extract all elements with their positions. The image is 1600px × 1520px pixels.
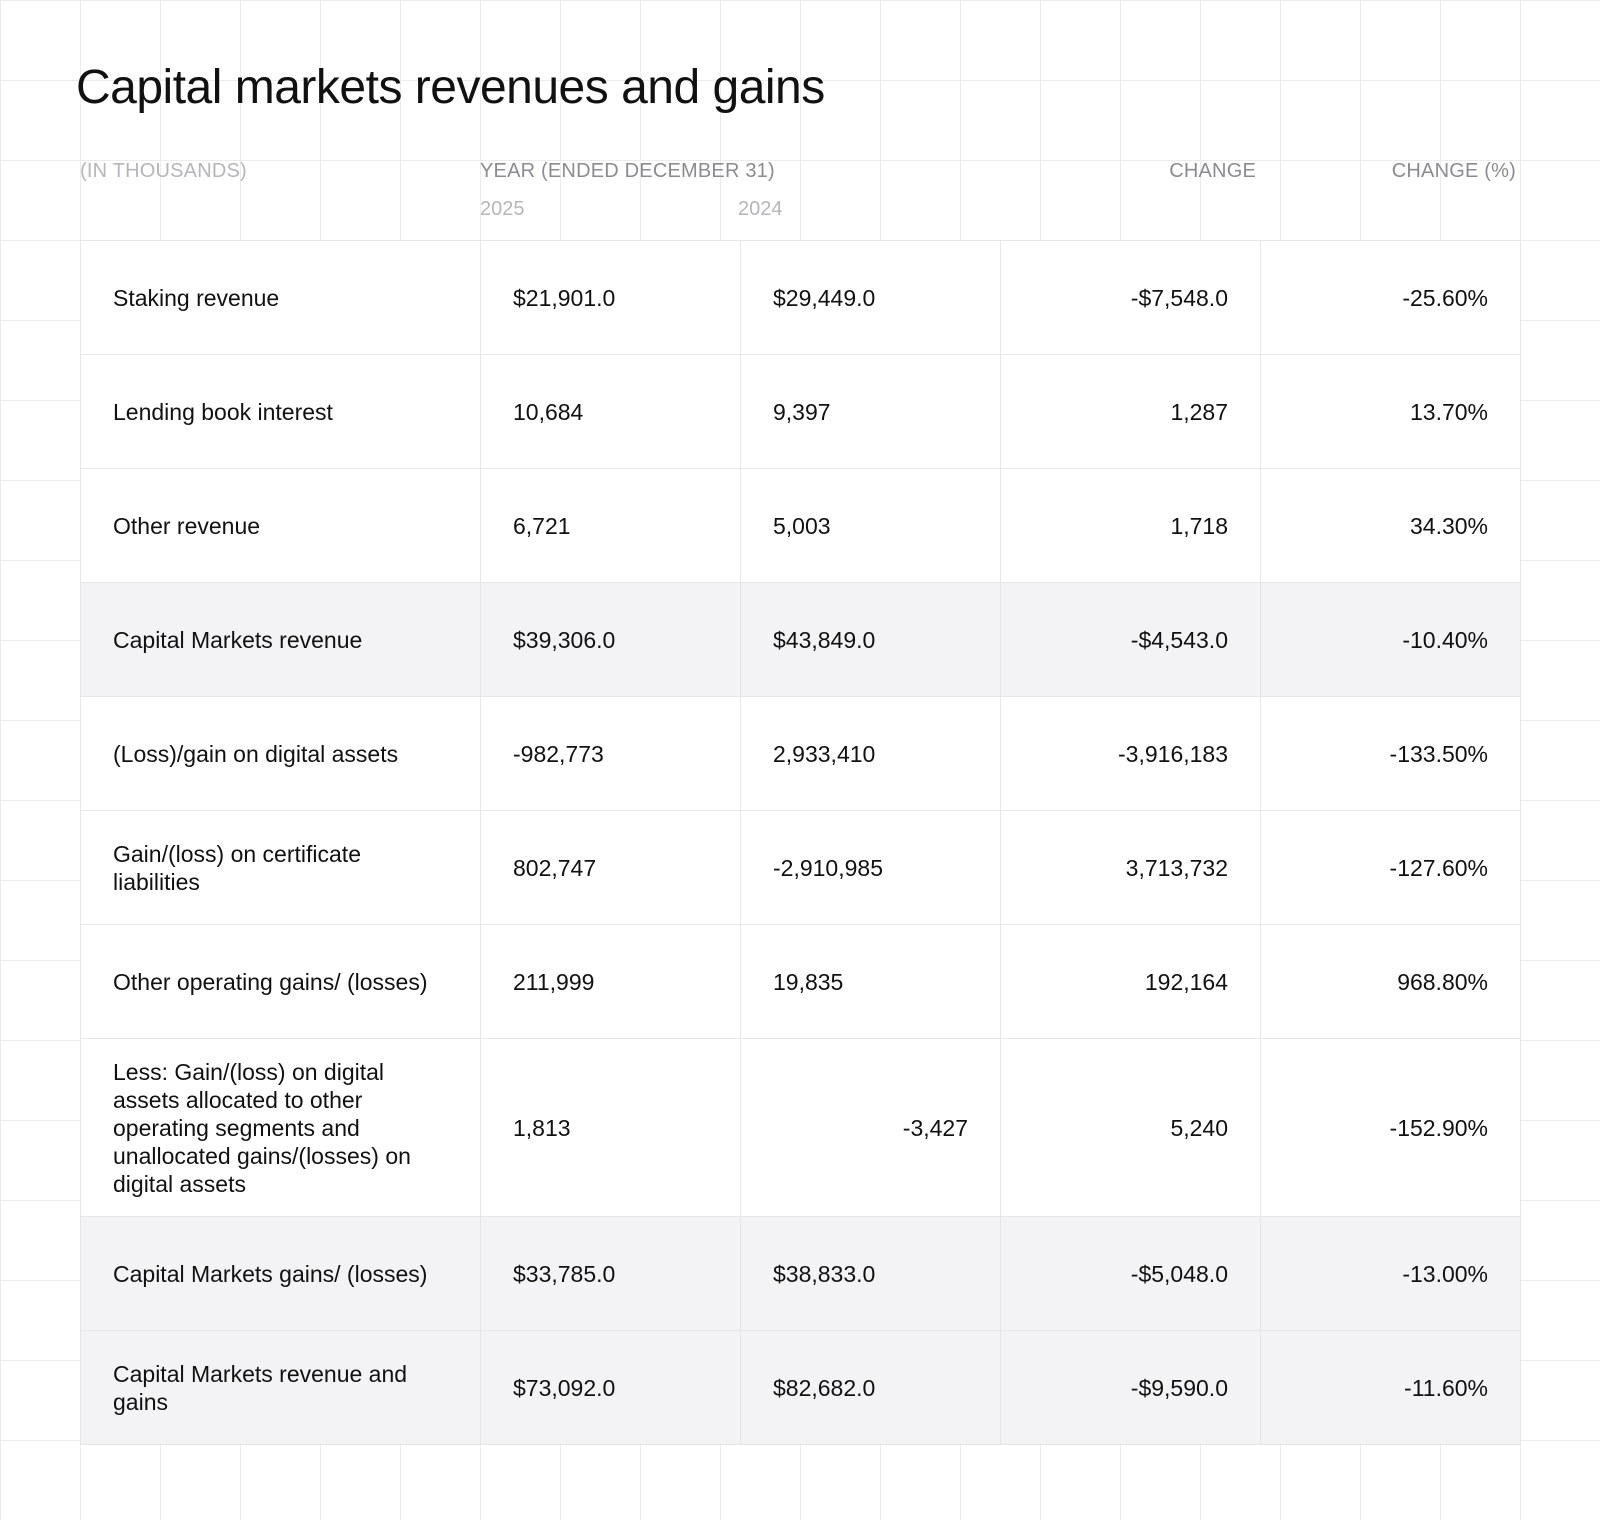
value-change-pct: -133.50% [1261,697,1521,810]
row-label: Capital Markets gains/ (losses) [81,1217,481,1330]
value-change-pct: -10.40% [1261,583,1521,696]
row-label: Less: Gain/(loss) on digital assets allocated to other operating segments and unallocated gains/(losses) on digital assets [81,1039,481,1216]
value-change: 5,240 [1001,1039,1261,1216]
table-row-staking-revenue [81,241,1521,355]
value-change-pct: -25.60% [1261,241,1521,354]
table-row-other-revenue [81,469,1521,583]
value-2025: 1,813 [481,1039,741,1216]
row-label: Staking revenue [81,241,481,354]
value-2025: -982,773 [481,697,741,810]
value-2025: $73,092.0 [481,1331,741,1444]
value-2025: 6,721 [481,469,741,582]
value-change: 1,718 [1001,469,1261,582]
table-row-capital-markets-gains [81,1217,1521,1331]
value-2025: $33,785.0 [481,1217,741,1330]
table-row-lending-book-interest [81,355,1521,469]
table-row-gain-loss-certificate-liabilities [81,811,1521,925]
change-header: CHANGE [1169,160,1256,182]
row-label: Lending book interest [81,355,481,468]
value-2024: 2,933,410 [741,697,1001,810]
value-change-pct: 34.30% [1261,469,1521,582]
row-label: Other revenue [81,469,481,582]
value-2025: $39,306.0 [481,583,741,696]
value-change: -$5,048.0 [1001,1217,1261,1330]
value-change-pct: -152.90% [1261,1039,1521,1216]
value-2024: 9,397 [741,355,1001,468]
value-2024: -2,910,985 [741,811,1001,924]
period-label: YEAR (ENDED DECEMBER 31) [480,160,775,182]
value-change: -$9,590.0 [1001,1331,1261,1444]
table-row-less-gain-loss-allocated [81,1039,1521,1217]
value-2025: 10,684 [481,355,741,468]
value-2024: 5,003 [741,469,1001,582]
value-change: 1,287 [1001,355,1261,468]
change-pct-header: CHANGE (%) [1391,160,1516,182]
row-label: Capital Markets revenue [81,583,481,696]
year-2025-label: 2025 [480,198,525,220]
row-label: (Loss)/gain on digital assets [81,697,481,810]
value-2025: 211,999 [481,925,741,1038]
value-2024: $82,682.0 [741,1331,1001,1444]
value-2024: 19,835 [741,925,1001,1038]
value-2025: $21,901.0 [481,241,741,354]
table-row-other-operating-gains [81,925,1521,1039]
value-change: -3,916,183 [1001,697,1261,810]
value-2024: $29,449.0 [741,241,1001,354]
value-change: 3,713,732 [1001,811,1261,924]
value-2024: -3,427 [741,1039,1001,1216]
row-label: Other operating gains/ (losses) [81,925,481,1038]
value-2024: $38,833.0 [741,1217,1001,1330]
revenue-table [80,240,1520,1445]
table-row-capital-markets-revenue [81,583,1521,697]
value-change: -$4,543.0 [1001,583,1261,696]
unit-label: (IN THOUSANDS) [80,160,247,182]
value-2024: $43,849.0 [741,583,1001,696]
page-title: Capital markets revenues and gains [76,61,825,114]
value-change-pct: 968.80% [1261,925,1521,1038]
value-2025: 802,747 [481,811,741,924]
value-change: -$7,548.0 [1001,241,1261,354]
value-change-pct: 13.70% [1261,355,1521,468]
value-change-pct: -11.60% [1261,1331,1521,1444]
row-label: Gain/(loss) on certificate liabilities [81,811,481,924]
value-change-pct: -13.00% [1261,1217,1521,1330]
value-change-pct: -127.60% [1261,811,1521,924]
table-row-capital-markets-revenue-and-gains [81,1331,1521,1445]
row-label: Capital Markets revenue and gains [81,1331,481,1444]
year-2024-label: 2024 [738,198,783,220]
table-row-loss-gain-digital-assets [81,697,1521,811]
value-change: 192,164 [1001,925,1261,1038]
